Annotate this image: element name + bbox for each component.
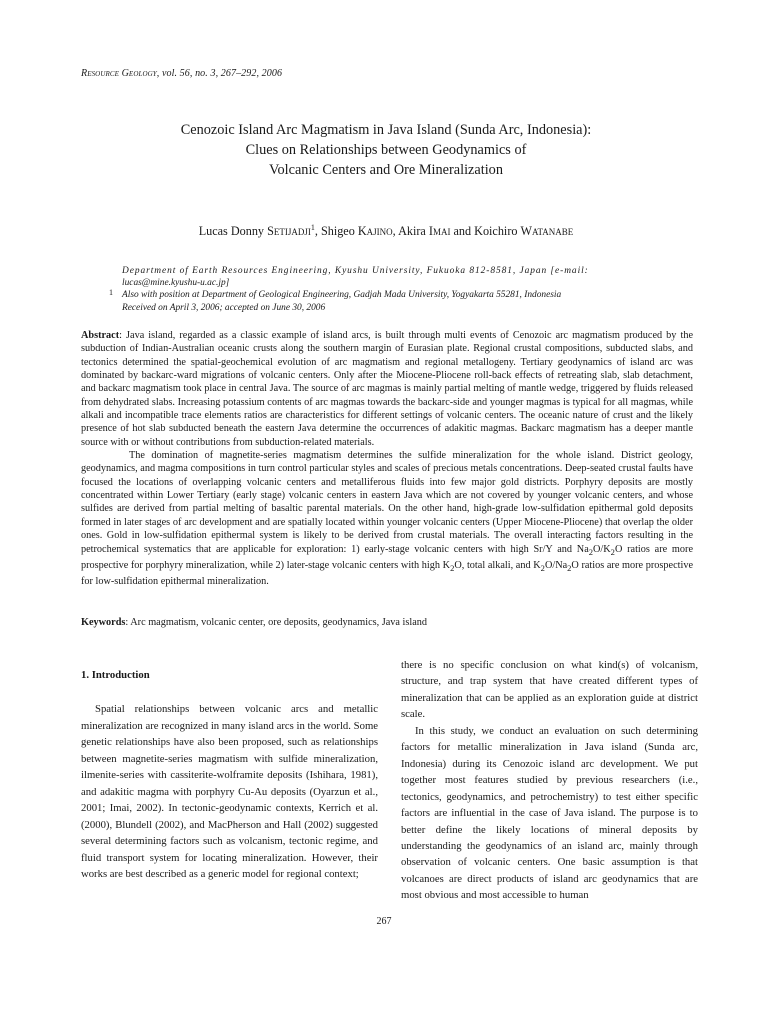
subscript: 2 xyxy=(540,562,545,573)
abstract-text-2e: O/Na xyxy=(544,559,568,571)
author-1-family: Setijadji xyxy=(267,224,311,239)
abstract xyxy=(81,329,693,589)
subscript: 2 xyxy=(450,562,455,573)
journal-citation xyxy=(81,68,282,79)
section-heading: 1. Introduction xyxy=(81,669,150,681)
affiliation-footnote xyxy=(109,288,672,301)
paper-title xyxy=(80,120,692,180)
subscript: 2 xyxy=(610,546,615,557)
keywords xyxy=(81,617,693,628)
abstract-paragraph-2 xyxy=(81,449,693,589)
author-4-family: Watanabe xyxy=(520,224,574,239)
abstract-text-2c: O ratios are more prospective for porphyry mineralization, while 2) later-stage volcanic centers with high K xyxy=(81,543,693,571)
subscript: 2 xyxy=(567,562,572,573)
email-link[interactable]: lucas@mine.kyushu-u.ac.jp] xyxy=(122,278,230,289)
page-number: 267 xyxy=(376,916,392,927)
title-line-3: Volcanic Centers and Ore Mineralization xyxy=(269,162,503,178)
author-separator-1: , Shigeo xyxy=(314,224,358,239)
author-list xyxy=(80,223,692,239)
title-line-1: Cenozoic Island Arc Magmatism in Java Island (Sunda Arc, Indonesia): xyxy=(180,122,592,138)
author-1-footnote-mark: 1 xyxy=(310,223,315,232)
keywords-text: : Arc magmatism, volcanic center, ore deposits, geodynamics, Java island xyxy=(125,617,428,628)
journal-name: Resource Geology xyxy=(81,68,157,79)
abstract-text-2d: O, total alkali, and K xyxy=(454,559,541,571)
author-1-given: Lucas Donny xyxy=(198,224,268,239)
author-3-family: Imai xyxy=(428,224,451,239)
department-line: Department of Earth Resources Engineering, Kyushu University, Fukuoka 812-8581, Japan [e-mail: xyxy=(122,266,589,276)
body-column-left xyxy=(81,657,378,882)
affiliation-block xyxy=(109,265,672,314)
body-paragraph: In this study, we conduct an evaluation on such determining factors for metallic mineralization in Java island (Sunda arc, Indonesia) during its Cenozoic island arc development. We put together most features studied by previous researchers (i.e., tectonics, geodynamics, and petrochemistry) to test either specific factors are influential in the case of Java island. The purpose is to better define the likely locations of mineral deposits by understanding the geodynamics of an island arc, mainly through observation of volcanic centers. One basic assumption is that volcanoes are direct products of island arc geodynamics that are most obvious and most accessible to human xyxy=(401,724,698,902)
author-separator-3: and Koichiro xyxy=(450,224,521,239)
abstract-text-2b: O/K xyxy=(593,543,611,555)
abstract-paragraph-1 xyxy=(81,329,693,449)
journal-volume: , vol. 56, no. 3, 267–292, 2006 xyxy=(156,68,283,79)
footnote-text: Also with position at Department of Geological Engineering, Gadjah Mada University, Yogyakarta 55281, Indonesia xyxy=(122,290,562,301)
abstract-text-2a: The domination of magnetite-series magmatism determines the sulfide mineralization for the whole island. District geology, geodynamics, and magma compositions in turn control particular styles and scales of precious metals concentrations. Deep-seated crustal faults have focused the locations of overlapping volcanic centers and metalliferous fluids into few major gold districts. Porphyry deposits are mostly concentrated within Lower Tertiary (early stage) volcanic centers in eastern Java which are not covered by younger volcanic centers, and whose sulfides are derived from partial melting of basaltic parental materials. On the other hand, high-grade low-sulfidation epithermal gold deposits formed in later stages of arc development and are spatially located within younger volcanic centers (Upper Miocene-Pliocene) that overlap the older ones. Gold in low-sulfidation epithermal system is likely to be derived from crustal materials. The overall interacting factors resulting in the petrochemical systematics that are applicable for exploration: 1) early-stage volcanic centers with high Sr/Y and Na xyxy=(81,450,693,555)
subscript: 2 xyxy=(588,546,594,557)
body-column-right xyxy=(401,657,698,904)
footnote-mark: 1 xyxy=(109,288,113,298)
keywords-label: Keywords xyxy=(81,617,126,628)
body-paragraph: Spatial relationships between volcanic arcs and metallic mineralization are recognized in many island arcs in the world. Some genetic relationships have also been proposed, such as relationships between magnetite-series magmatism with sulfide mineralization, ilmenite-series with cassiterite-wolframite deposits (Ishihara, 1981), and adakitic magma with porphyry Cu-Au deposits (Oyarzun et al., 2001; Imai, 2002). In tectonic-geodynamic contexts, Kerrich et al. (2000), Blundell (2002), and MacPherson and Hall (2002) suggested several determining factors such as volcanism, tectonic regime, and fluid transport system for locating mineralization. However, their works are best described as a generic model for regional context; xyxy=(81,703,378,880)
author-separator-2: , Akira xyxy=(392,224,429,239)
received-date: Received on April 3, 2006; accepted on June 30, 2006 xyxy=(122,302,326,313)
abstract-text-1: : Java island, regarded as a classic example of island arcs, is built through multi events of Cenozoic arc magmatism produced by the subduction of Indian-Australian oceanic crusts along the southern margin of Eurasian plate. Regional crustal compositions, subducted slabs, and tectonics determined the spatial-geochemical evolution of arc magmatism and regional metallogeny. Tertiary geodynamics of island arc was dominated by backarc-ward migrations of volcanic centers. Only after the Miocene-Pliocene roll-back effects of retreating slab, slab detachment, and backarc magmatism took place in central Java. The source of arc magmas is mainly partial melting of mantle wedge, triggered by fluids released from dehydrated slabs. Increasing potassium contents of arc magmas towards the backarc-side and younger magmas is typical for all magmas, while alkali and incompatible trace elements ratios are characteristics for different settings of volcanic centers. The oceanic nature of crust and the likely presence of hot slab subducted beneath the eastern Java determine the occurrences of adakitic magmas. Backarc magmatism has a deeper mantle source with or without contributions from subduction-related materials. xyxy=(81,330,693,448)
abstract-label: Abstract xyxy=(81,330,120,341)
author-2-family: Kajino xyxy=(357,224,393,239)
abstract-text-2f: O ratios are more prospective for low-sulfidation epithermal mineralization. xyxy=(81,559,694,588)
title-line-2: Clues on Relationships between Geodynamics of xyxy=(245,142,527,158)
body-paragraph: there is no specific conclusion on what kind(s) of volcanism, structure, and trap system that have created different types of mineralization that can be applied as an exploration guide at district scale. xyxy=(401,659,698,721)
